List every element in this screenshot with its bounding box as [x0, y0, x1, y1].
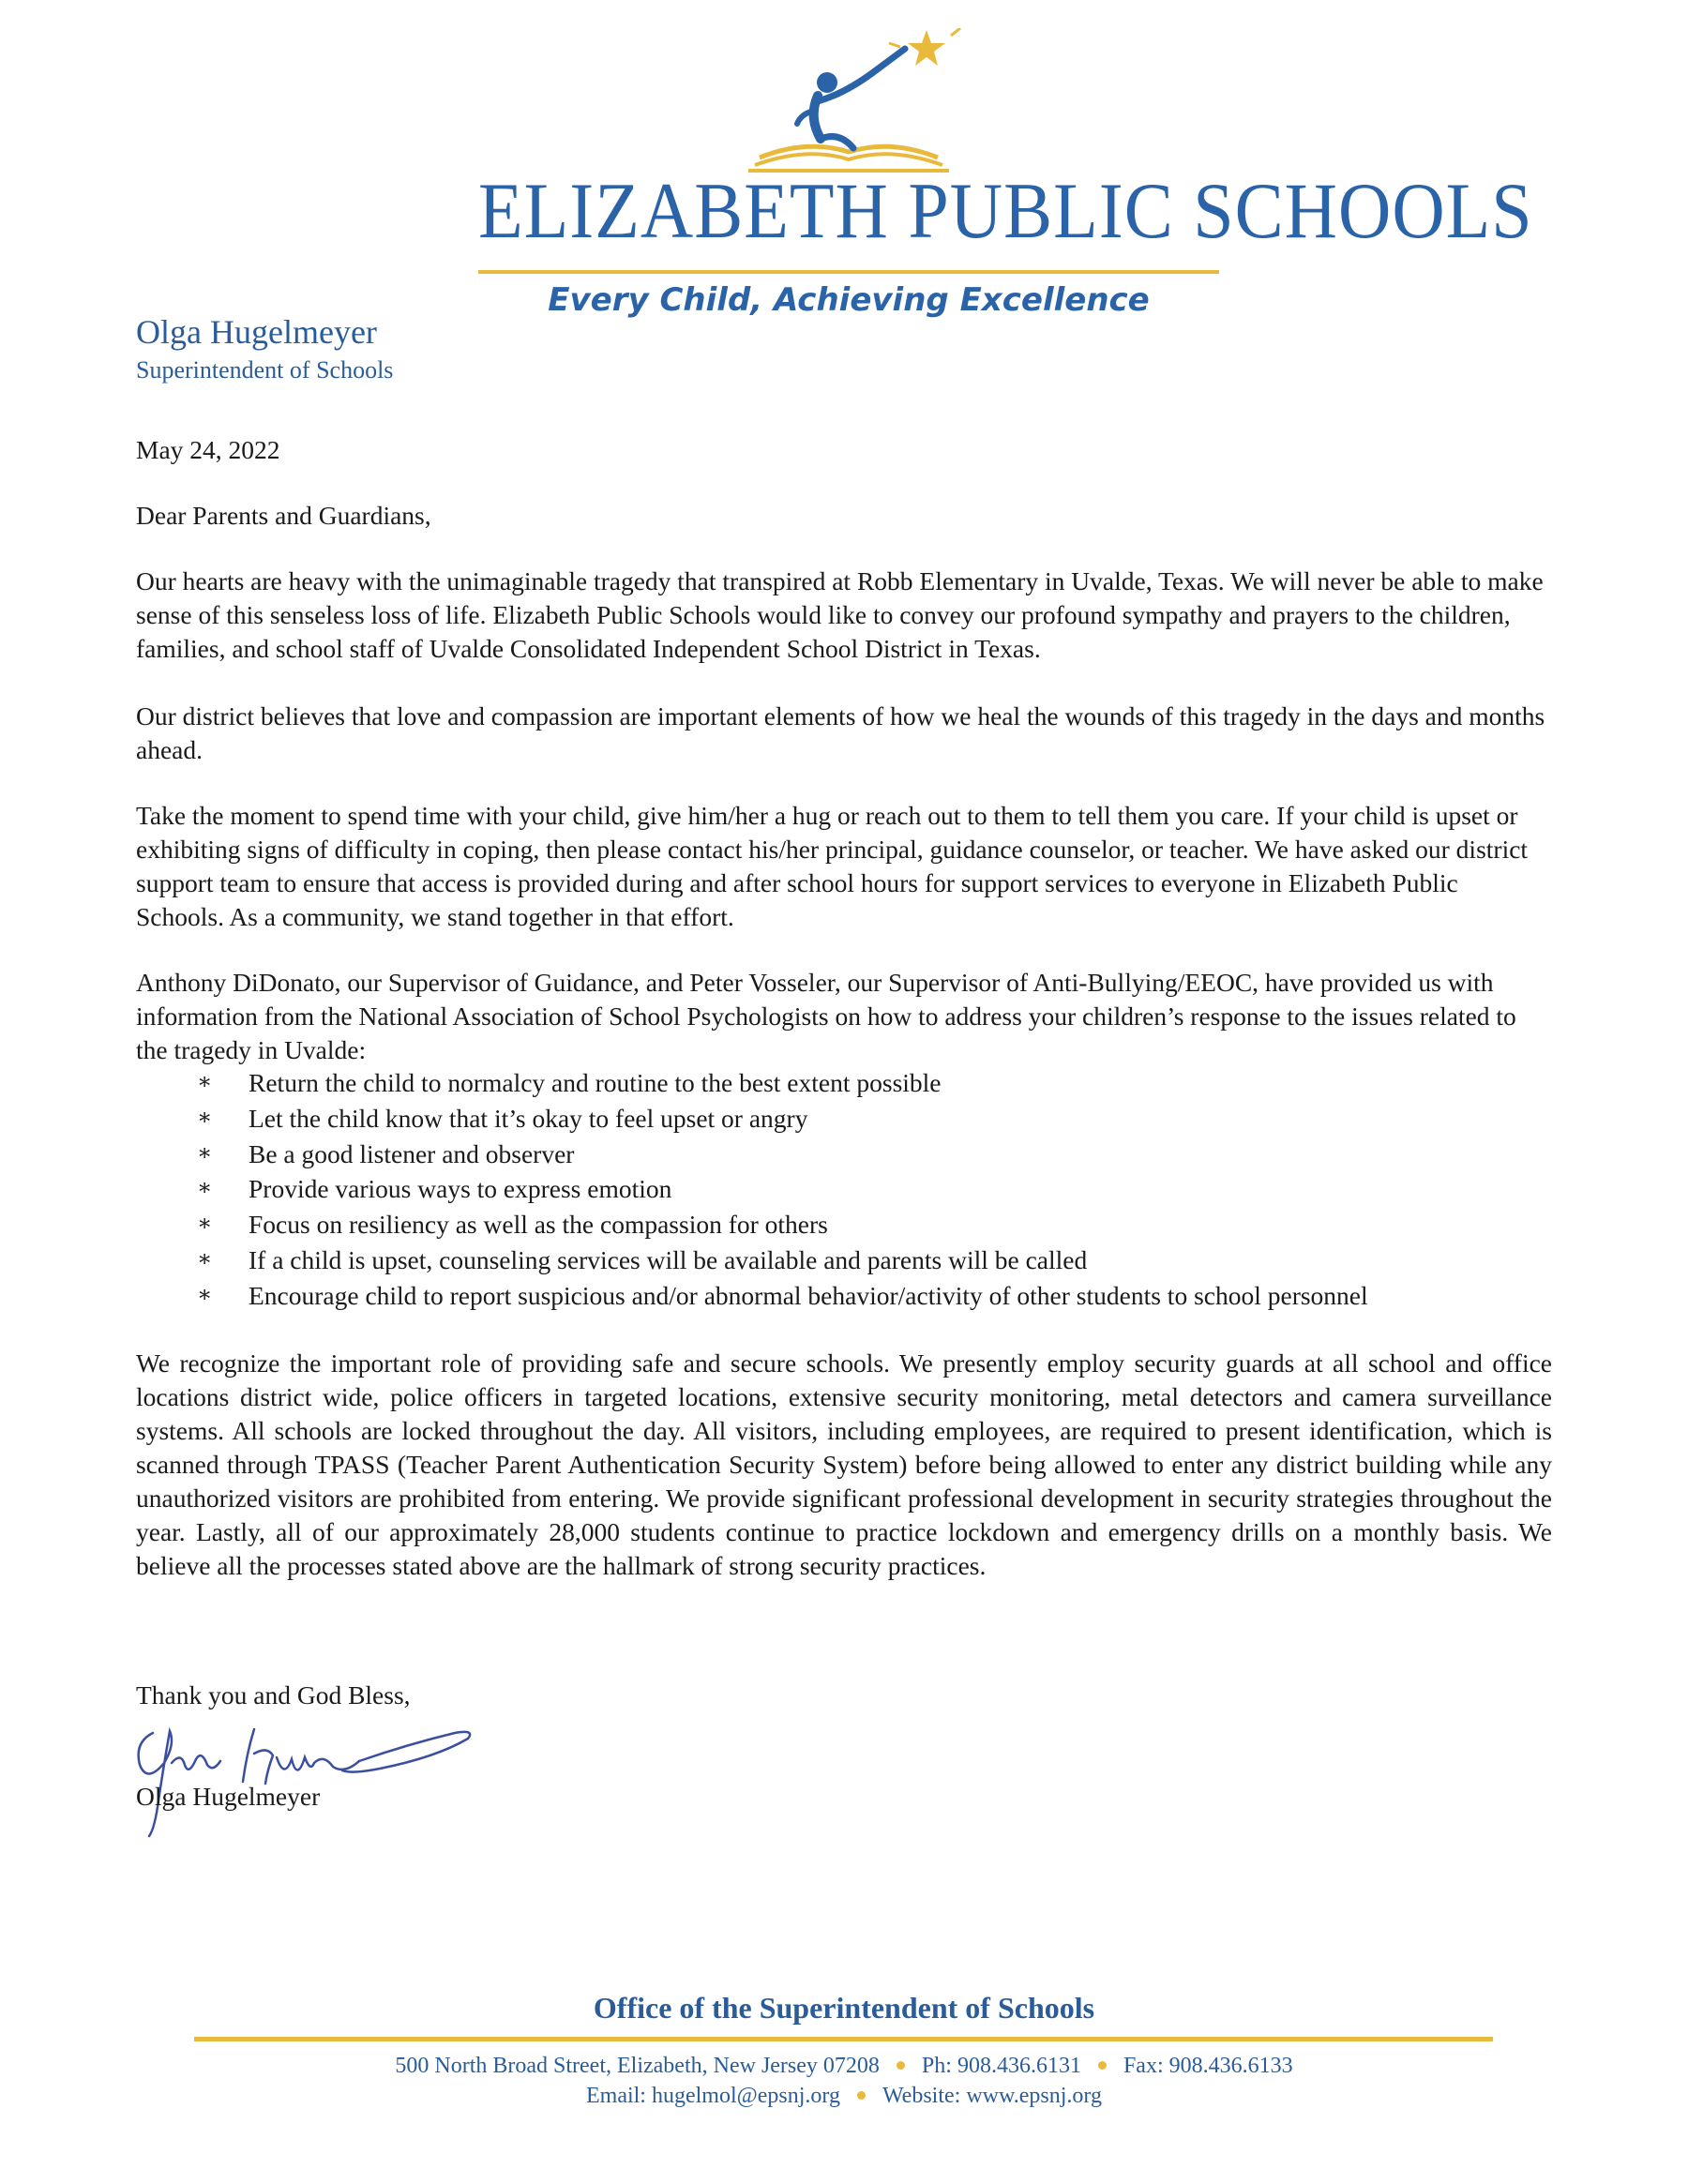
paragraph-3: Take the moment to spend time with your child, give him/her a hug or reach out to them to tell them you care. If your child is upset or exhibiting signs of difficulty in coping, then please contact his/her principal, guidance counselor, or teacher. We have asked our district support team to ensure that access is provided during and after school hours for support services to everyone in Elizabeth Public Schools. As a community, we stand together in that effort.	[136, 801, 1529, 931]
logo-divider	[478, 270, 1219, 274]
signed-name: Olga Hugelmeyer	[136, 1782, 321, 1811]
list-item-text: Focus on resiliency as well as the compassion for others	[249, 1210, 828, 1240]
list-item-text: Be a good listener and observer	[249, 1138, 575, 1168]
asterisk-bullet-icon: ∗	[197, 1140, 213, 1166]
sender-title: Superintendent of Schools	[136, 356, 394, 384]
asterisk-bullet-icon: ∗	[197, 1246, 213, 1272]
list-item	[136, 1137, 1599, 1172]
bullet-dot-icon	[857, 2091, 866, 2100]
asterisk-bullet-icon: ∗	[197, 1282, 213, 1307]
closing: Thank you and God Bless,	[136, 1680, 411, 1710]
paragraph-4: Anthony DiDonato, our Supervisor of Guidance, and Peter Vosseler, our Supervisor of Anti-Bullying/EEOC, have provided us with information from the National Association of School Psychologists on how to address your children’s response to the issues related to the tragedy in Uvalde:	[136, 968, 1516, 1064]
sender-name: Olga Hugelmeyer	[136, 313, 377, 351]
bullet-dot-icon	[1098, 2061, 1107, 2070]
footer-fax: Fax: 908.436.6133	[1123, 2054, 1293, 2078]
footer-divider	[194, 2037, 1493, 2041]
footer-contact-line-1	[0, 2054, 1688, 2079]
reading-child-star-logo-icon	[478, 28, 1219, 178]
asterisk-bullet-icon: ∗	[197, 1105, 213, 1130]
list-item-text: Encourage child to report suspicious and/or abnormal behavior/activity of other students to school personnel	[249, 1280, 1368, 1310]
footer-website[interactable]: Website: www.epsnj.org	[882, 2084, 1102, 2108]
list-item-text: If a child is upset, counseling services will be available and parents will be called	[249, 1244, 1088, 1274]
footer-contact-line-2	[0, 2084, 1688, 2109]
footer-email[interactable]: Email: hugelmol@epsnj.org	[585, 2084, 840, 2108]
footer-phone: Ph: 908.436.6131	[921, 2054, 1081, 2078]
list-item-text: Let the child know that it’s okay to feel upset or angry	[249, 1103, 808, 1133]
list-item	[136, 1207, 1599, 1243]
bullet-dot-icon	[897, 2061, 905, 2070]
paragraph-5: We recognize the important role of providing safe and secure schools. We presently employ security guards at all school and office locations district wide, police officers in targeted locations, extensive security monitoring, metal detectors and camera surveillance systems. All schools are locked throughout the day. All visitors, including employees, are required to present identification, which is scanned through TPASS (Teacher Parent Authentication Security System) before being allowed to enter any district building while any unauthorized visitors are prohibited from entering. We provide significant professional development in security strategies throughout the year. Lastly, all of our approximately 28,000 students continue to practice lockdown and emergency drills on a monthly basis. We believe all the processes stated above are the hallmark of strong security practices.	[136, 1348, 1552, 1580]
asterisk-bullet-icon: ∗	[197, 1176, 213, 1201]
handwritten-signature-icon	[127, 1697, 492, 1838]
list-item	[136, 1243, 1599, 1278]
list-item	[136, 1065, 1599, 1101]
footer-office-title: Office of the Superintendent of Schools	[593, 1991, 1095, 2025]
advice-list	[136, 1065, 1599, 1314]
letter-date: May 24, 2022	[136, 435, 280, 464]
list-item	[136, 1278, 1599, 1314]
asterisk-bullet-icon: ∗	[197, 1212, 213, 1237]
list-item-text: Return the child to normalcy and routine to the best extent possible	[249, 1068, 942, 1097]
paragraph-2: Our district believes that love and compassion are important elements of how we heal the wounds of this tragedy in the days and months ahead.	[136, 701, 1545, 764]
district-tagline: Every Child, Achieving Excellence	[548, 281, 1150, 319]
list-item	[136, 1101, 1599, 1137]
salutation: Dear Parents and Guardians,	[136, 501, 431, 530]
paragraph-1: Our hearts are heavy with the unimaginable tragedy that transpired at Robb Elementary in Uvalde, Texas. We will never be able to make sense of this senseless loss of life. Elizabeth Public Schools would like to convey our profound sympathy and prayers to the children, families, and school staff of Uvalde Consolidated Independent School District in Texas.	[136, 566, 1544, 663]
list-item-text: Provide various ways to express emotion	[249, 1174, 672, 1204]
list-item	[136, 1171, 1599, 1207]
district-name: ELIZABETH PUBLIC SCHOOLS	[478, 166, 1533, 255]
district-logo	[478, 28, 1533, 319]
footer-address: 500 North Broad Street, Elizabeth, New Jersey 07208	[395, 2054, 880, 2078]
asterisk-bullet-icon: ∗	[197, 1070, 213, 1094]
